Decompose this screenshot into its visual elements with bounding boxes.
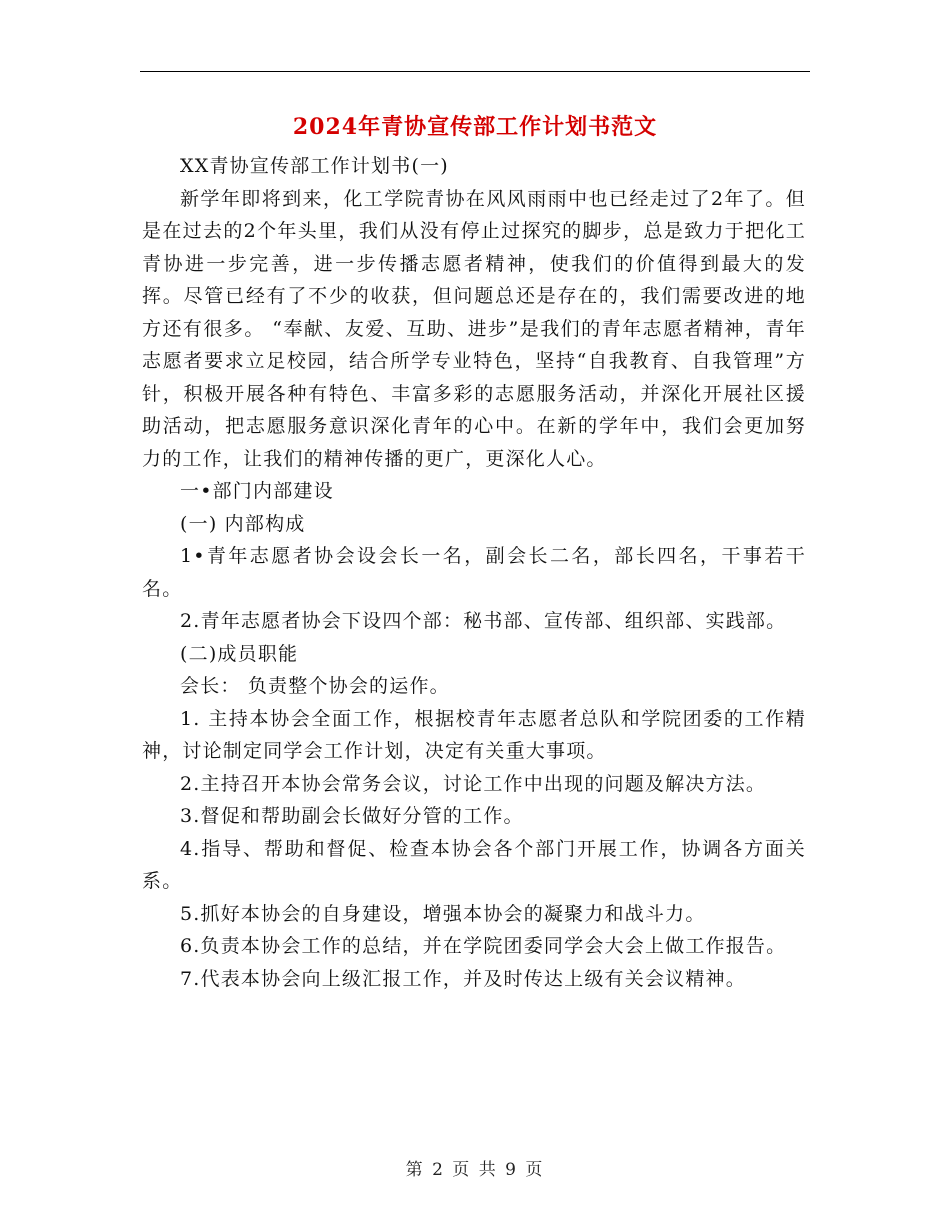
paragraph-role: 会长： 负责整个协会的运作。 bbox=[180, 675, 450, 697]
paragraph-item: 4.指导、帮助和督促、检查本协会各个部门开展工作，协调各方面关系。 bbox=[142, 837, 806, 892]
paragraph-item: 1. 主持本协会全面工作，根据校青年志愿者总队和学院团委的工作精神，讨论制定同学会工作计划，决定有关重大事项。 bbox=[142, 707, 806, 762]
paragraph-item: 2.青年志愿者协会下设四个部：秘书部、宣传部、组织部、实践部。 bbox=[180, 610, 787, 632]
paragraph-item: 7.代表本协会向上级汇报工作，并及时传达上级有关会议精神。 bbox=[180, 967, 746, 990]
header-rule bbox=[140, 71, 810, 72]
paragraph-intro: 新学年即将到来，化工学院青协在风风雨雨中也已经走过了2年了。但是在过去的2个年头里，我们从没有停止过探究的脚步，总是致力于把化工青协进一步完善，进一步传播志愿者精神，使我们的价值得到最大的发挥。尽管已经有了不少的收获，但问题总还是存在的，我们需要改进的地方还有很多。 “奉献、友爱、互助、进步”是我们的青年志愿者精神，青年志愿者要求立足校园，结合所学专业特色，坚持“自我教育、自我管理”方针，积极开展各种有特色、丰富多彩的志愿服务活动，并深化开展社区援助活动，把志愿服务意识深化青年的心中。在新的学年中，我们会更加努力的工作，让我们的精神传播的更广，更深化人心。 bbox=[142, 187, 806, 470]
document-body bbox=[142, 150, 806, 995]
section-heading: 一•部门内部建设 bbox=[180, 480, 334, 502]
subsection-heading: (一) 内部构成 bbox=[180, 512, 306, 535]
paragraph-subtitle: XX青协宣传部工作计划书(一) bbox=[180, 155, 449, 177]
paragraph-item: 1•青年志愿者协会设会长一名，副会长二名，部长四名，干事若干名。 bbox=[142, 545, 806, 600]
paragraph-item: 2.主持召开本协会常务会议，讨论工作中出现的问题及解决方法。 bbox=[180, 772, 767, 795]
page-number: 第 2 页 共 9 页 bbox=[405, 1160, 545, 1180]
document-title: 2024年青协宣传部工作计划书范文 bbox=[292, 114, 658, 140]
subsection-heading: (二)成员职能 bbox=[180, 642, 299, 665]
paragraph-item: 3.督促和帮助副会长做好分管的工作。 bbox=[180, 805, 524, 827]
paragraph-item: 5.抓好本协会的自身建设，增强本协会的凝聚力和战斗力。 bbox=[180, 902, 706, 925]
paragraph-item: 6.负责本协会工作的总结，并在学院团委同学会大会上做工作报告。 bbox=[180, 935, 787, 957]
